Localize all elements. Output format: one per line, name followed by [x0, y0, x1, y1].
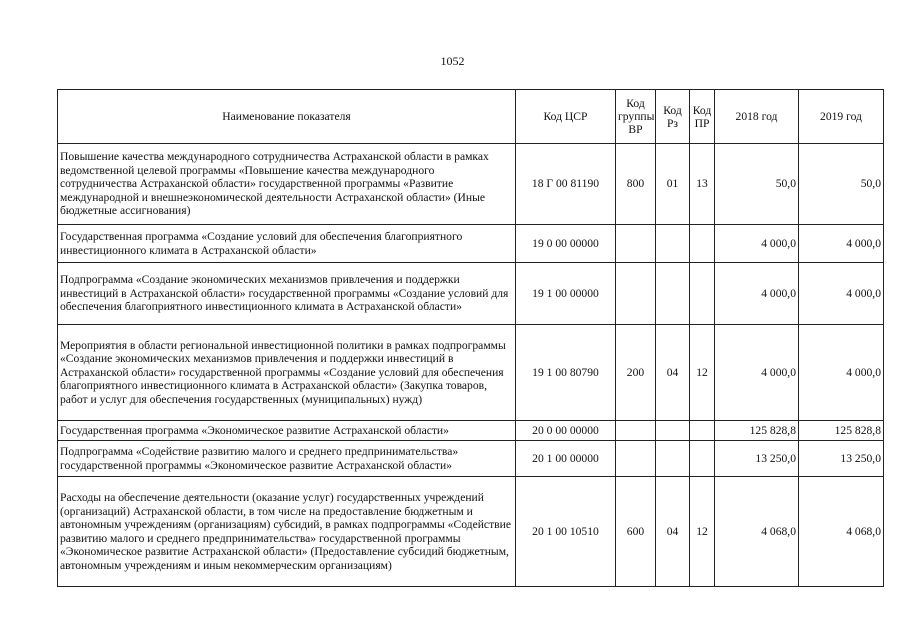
header-vr-code: Код группы ВР: [616, 90, 656, 144]
row-amount-2018: 4 000,0: [715, 325, 799, 421]
row-amount-2019: 4 000,0: [799, 225, 884, 263]
row-pr-code: 12: [690, 325, 715, 421]
row-pr-code: [690, 263, 715, 325]
row-amount-2018: 4 068,0: [715, 477, 799, 587]
header-year-2018: 2018 год: [715, 90, 799, 144]
row-rz-code: 01: [656, 144, 690, 225]
row-csr-code: 18 Г 00 81190: [516, 144, 616, 225]
row-amount-2019: 125 828,8: [799, 421, 884, 441]
row-csr-code: 20 0 00 00000: [516, 421, 616, 441]
row-rz-code: [656, 421, 690, 441]
table-row: [58, 225, 884, 263]
row-csr-code: 20 1 00 10510: [516, 477, 616, 587]
row-rz-code: [656, 441, 690, 477]
row-name: Расходы на обеспечение деятельности (оказание услуг) государственных учреждений (организаций) Астраханской области, в том числе на предоставление бюджетным и автономным учреждениям (организациям) субсидий, в рамках подпрограммы «Содействие развитию малого и среднего предпринимательства» государственной программы «Экономическое развитие Астраханской области» (Предоставление субсидий бюджетным, автономным учреждениям и иным некоммерческим организациям): [58, 477, 516, 587]
row-rz-code: 04: [656, 477, 690, 587]
row-pr-code: 12: [690, 477, 715, 587]
row-pr-code: [690, 421, 715, 441]
row-vr-code: [616, 225, 656, 263]
table-row: [58, 144, 884, 225]
row-rz-code: [656, 225, 690, 263]
header-year-2019: 2019 год: [799, 90, 884, 144]
row-rz-code: 04: [656, 325, 690, 421]
page-number: 1052: [440, 54, 465, 68]
budget-table: [57, 89, 884, 587]
row-csr-code: 19 1 00 80790: [516, 325, 616, 421]
table-row: [58, 325, 884, 421]
row-vr-code: 200: [616, 325, 656, 421]
row-name: Государственная программа «Создание условий для обеспечения благоприятного инвестиционного климата в Астраханской области»: [58, 225, 516, 263]
row-amount-2019: 4 000,0: [799, 263, 884, 325]
row-amount-2019: 4 000,0: [799, 325, 884, 421]
table-row: [58, 421, 884, 441]
row-amount-2018: 125 828,8: [715, 421, 799, 441]
row-amount-2018: 13 250,0: [715, 441, 799, 477]
row-pr-code: [690, 225, 715, 263]
row-vr-code: [616, 421, 656, 441]
row-vr-code: 600: [616, 477, 656, 587]
table-row: [58, 477, 884, 587]
row-amount-2018: 4 000,0: [715, 263, 799, 325]
row-csr-code: 19 1 00 00000: [516, 263, 616, 325]
row-csr-code: 20 1 00 00000: [516, 441, 616, 477]
row-name: Государственная программа «Экономическое развитие Астраханской области»: [58, 421, 516, 441]
row-vr-code: [616, 263, 656, 325]
header-name: Наименование показателя: [58, 90, 516, 144]
table-row: [58, 263, 884, 325]
header-pr-code: Код ПР: [690, 90, 715, 144]
row-amount-2019: 50,0: [799, 144, 884, 225]
header-csr-code: Код ЦСР: [516, 90, 616, 144]
row-amount-2018: 4 000,0: [715, 225, 799, 263]
row-amount-2019: 4 068,0: [799, 477, 884, 587]
row-pr-code: [690, 441, 715, 477]
header-rz-code: Код Рз: [656, 90, 690, 144]
row-vr-code: 800: [616, 144, 656, 225]
row-csr-code: 19 0 00 00000: [516, 225, 616, 263]
row-vr-code: [616, 441, 656, 477]
row-name: Подпрограмма «Содействие развитию малого и среднего предпринимательства» государственной программы «Экономическое развитие Астраханской области»: [58, 441, 516, 477]
row-amount-2019: 13 250,0: [799, 441, 884, 477]
row-name: Подпрограмма «Создание экономических механизмов привлечения и поддержки инвестиций в Астраханской области» государственной программы «Создание условий для обеспечения благоприятного инвестиционного климата в Астраханской области»: [58, 263, 516, 325]
row-rz-code: [656, 263, 690, 325]
row-amount-2018: 50,0: [715, 144, 799, 225]
row-name: Повышение качества международного сотрудничества Астраханской области в рамках ведомственной целевой программы «Повышение качества международного сотрудничества Астраханской области» государственной программы «Развитие международной и внешнеэкономической деятельности Астраханской области» (Иные бюджетные ассигнования): [58, 144, 516, 225]
table-row: [58, 441, 884, 477]
row-name: Мероприятия в области региональной инвестиционной политики в рамках подпрограммы «Создание экономических механизмов привлечения и поддержки инвестиций в Астраханской области» государственной программы «Создание условий для обеспечения благоприятного инвестиционного климата в Астраханской области» (Закупка товаров, работ и услуг для обеспечения государственных (муниципальных) нужд): [58, 325, 516, 421]
row-pr-code: 13: [690, 144, 715, 225]
table-header-row: [58, 90, 884, 144]
